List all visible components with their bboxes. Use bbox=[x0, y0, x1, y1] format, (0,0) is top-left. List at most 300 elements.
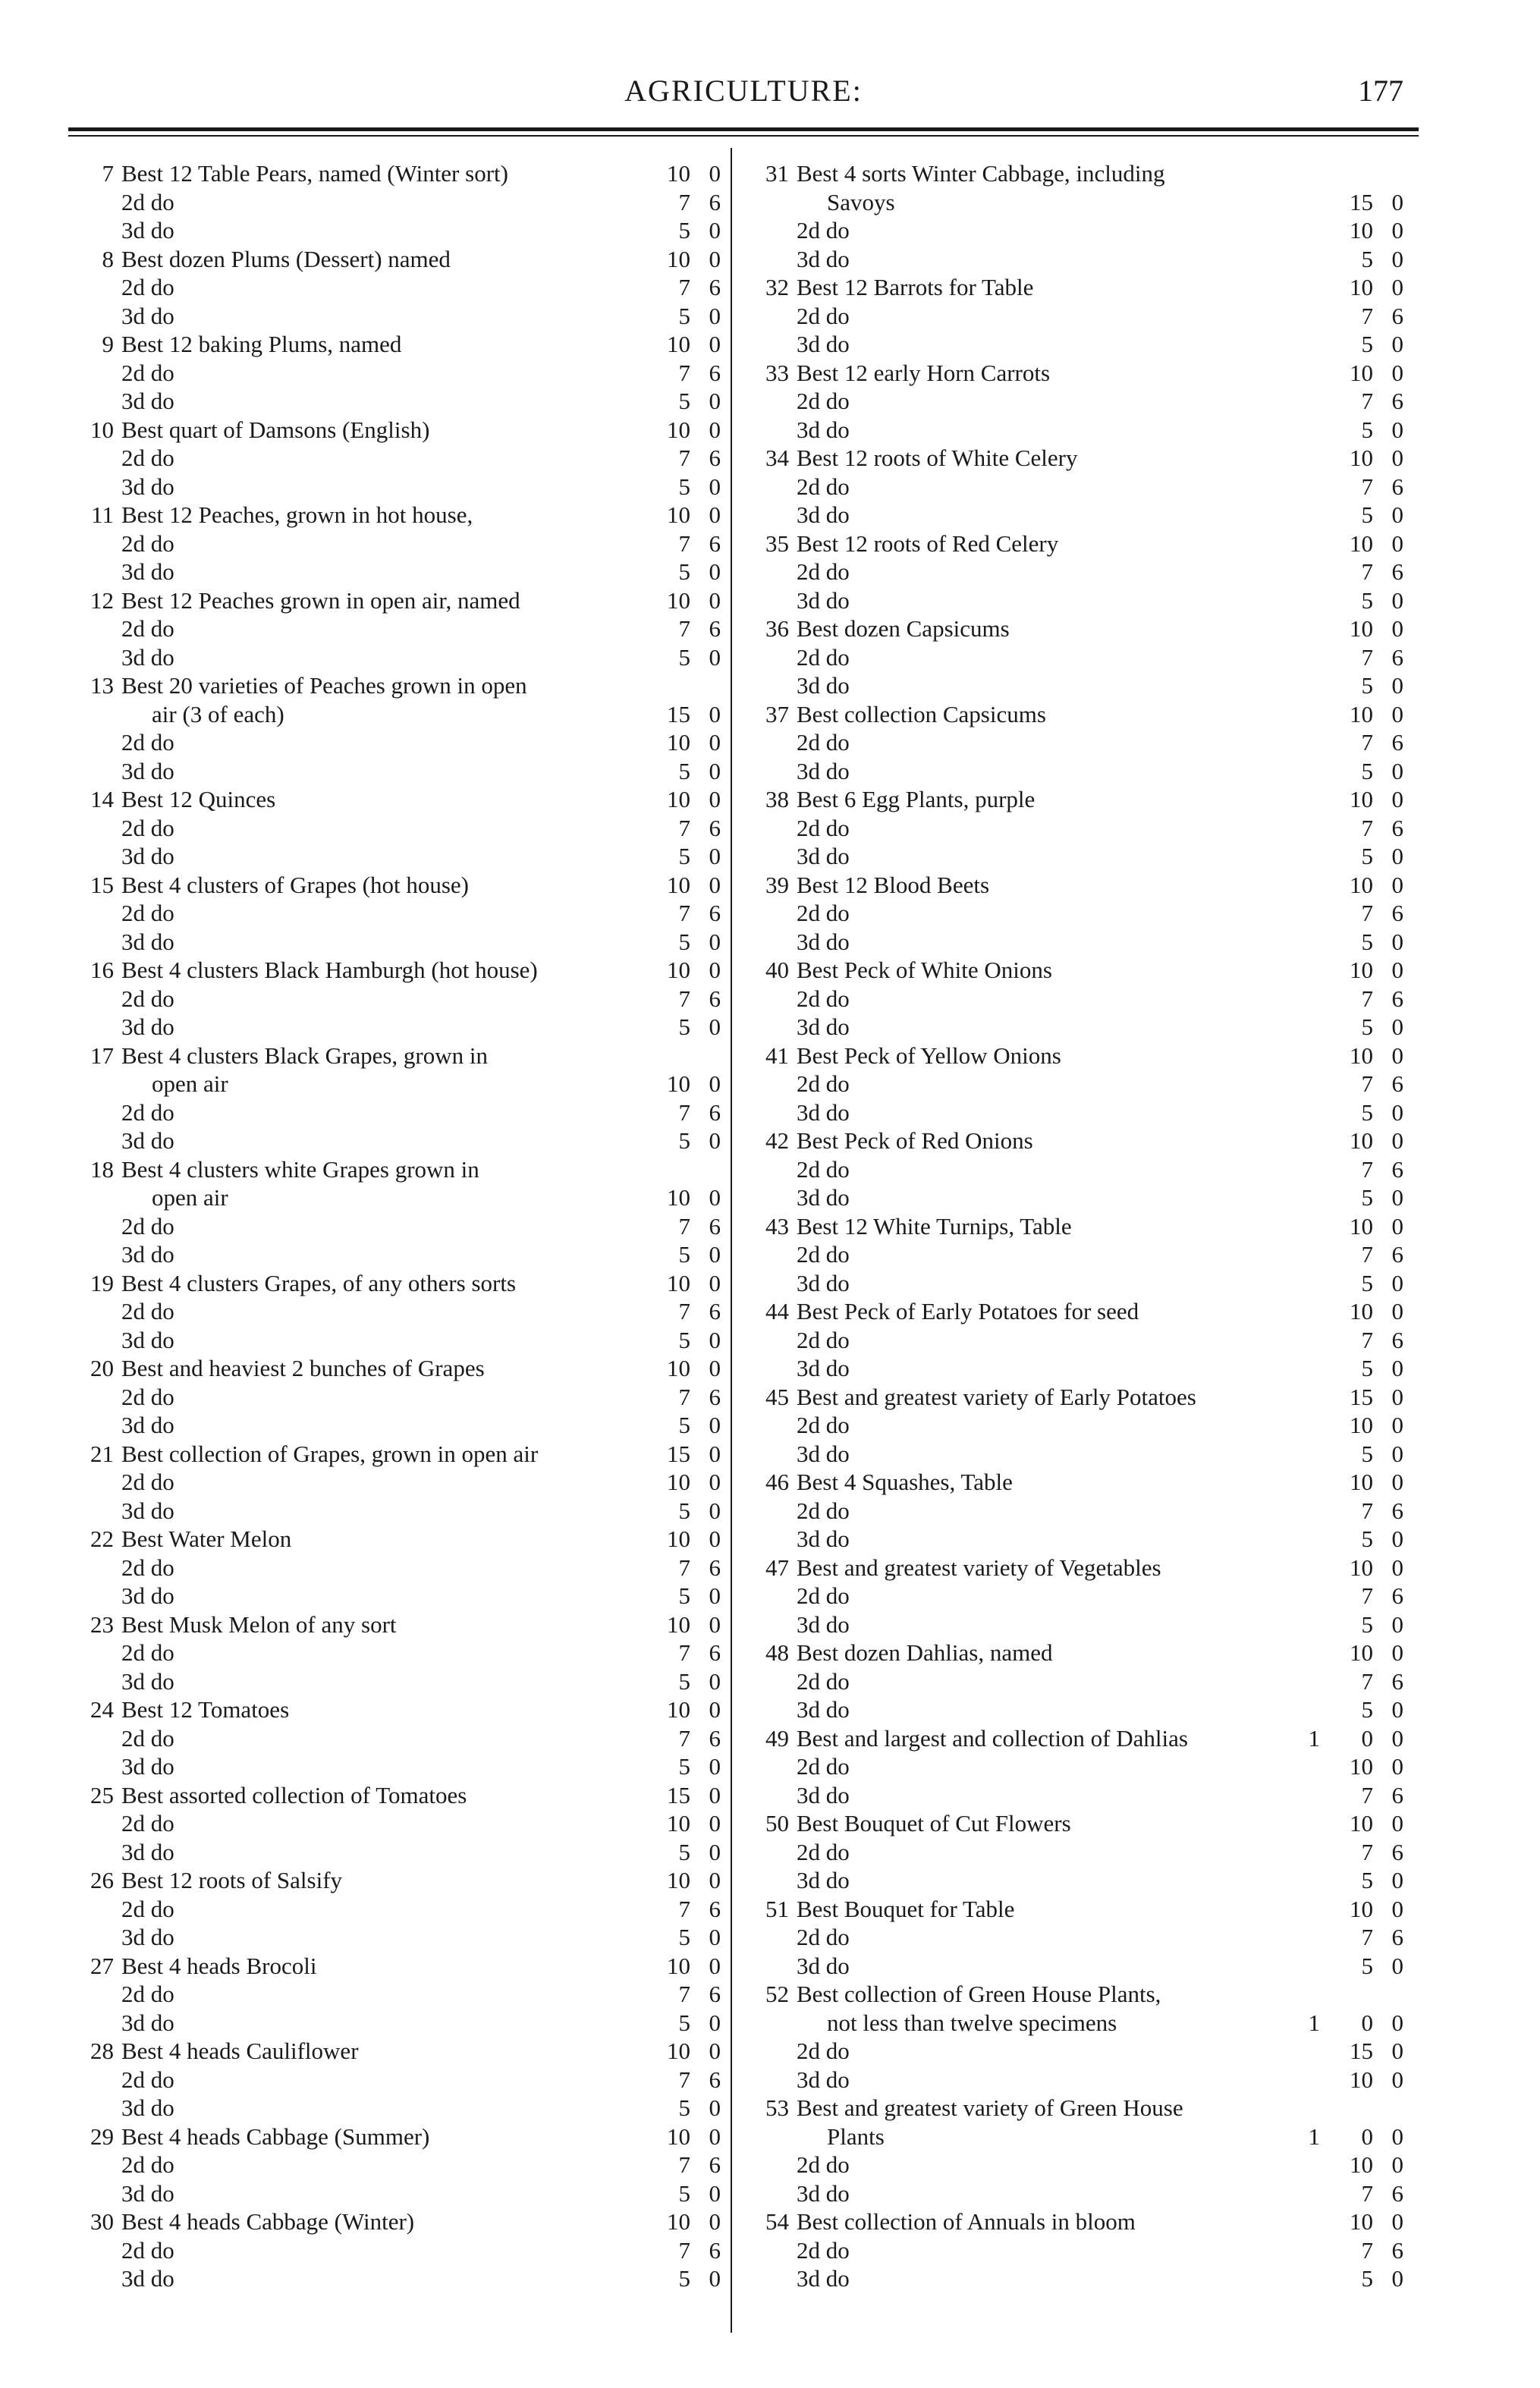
prize-pence: 0 bbox=[1391, 359, 1403, 386]
prize-row bbox=[743, 700, 1407, 729]
item-number: 27 bbox=[90, 1952, 114, 1979]
item-description: Best 4 heads Cauliflower bbox=[121, 2038, 359, 2064]
prize-row bbox=[743, 2151, 1407, 2179]
item-continuation: air (3 of each) bbox=[152, 700, 284, 727]
prize-pence: 6 bbox=[1391, 1838, 1403, 1865]
prize-pence: 0 bbox=[1391, 1525, 1403, 1552]
prize-row bbox=[68, 1212, 728, 1241]
prize-shillings: 7 bbox=[1361, 729, 1373, 756]
prize-shillings: 7 bbox=[678, 1098, 690, 1126]
item-number: 40 bbox=[765, 957, 789, 983]
item-number: 14 bbox=[90, 786, 114, 812]
prize-shillings: 5 bbox=[678, 2265, 690, 2292]
prize-shillings: 7 bbox=[1361, 643, 1373, 671]
prize-row bbox=[68, 1781, 728, 1810]
prize-shillings: 10 bbox=[667, 871, 690, 898]
item-number: 17 bbox=[90, 1042, 114, 1069]
prize-pence: 6 bbox=[709, 2151, 721, 2178]
prize-pence: 0 bbox=[1391, 1098, 1403, 1126]
prize-pence: 6 bbox=[709, 1554, 721, 1581]
prize-row bbox=[743, 1240, 1407, 1269]
item-number: 44 bbox=[765, 1298, 789, 1324]
prize-shillings: 7 bbox=[678, 188, 690, 215]
sub-prize-label: 3d do bbox=[797, 1355, 850, 1381]
prize-row bbox=[743, 444, 1407, 473]
prize-shillings: 10 bbox=[667, 160, 690, 187]
item-number: 31 bbox=[765, 160, 789, 187]
prize-pence: 6 bbox=[709, 814, 721, 841]
prize-row bbox=[68, 558, 728, 586]
prize-row bbox=[68, 529, 728, 558]
prize-shillings: 7 bbox=[1361, 1326, 1373, 1353]
prize-row bbox=[743, 2122, 1407, 2151]
prize-row bbox=[743, 1667, 1407, 1696]
page-number: 177 bbox=[1358, 74, 1403, 108]
item-continuation: not less than twelve specimens bbox=[827, 2009, 1117, 2036]
item-continuation: Plants bbox=[827, 2122, 885, 2150]
prize-pence: 0 bbox=[1391, 1469, 1403, 1495]
prize-shillings: 10 bbox=[1350, 700, 1373, 727]
prize-row bbox=[68, 2009, 728, 2038]
prize-row bbox=[68, 1809, 728, 1838]
item-description: Best 12 Peaches grown in open air, named bbox=[121, 586, 520, 614]
sub-prize-label: 3d do bbox=[797, 586, 850, 614]
prize-row bbox=[68, 2207, 728, 2236]
sub-prize-label: 3d do bbox=[797, 928, 850, 955]
sub-prize-label: 2d do bbox=[797, 814, 850, 841]
prize-row bbox=[68, 1923, 728, 1952]
prize-shillings: 5 bbox=[678, 2094, 690, 2121]
prize-pence: 0 bbox=[1391, 1127, 1403, 1154]
prize-pence: 0 bbox=[1391, 928, 1403, 955]
prize-pence: 6 bbox=[709, 359, 721, 386]
item-description: Best Peck of Early Potatoes for seed bbox=[797, 1298, 1139, 1324]
prize-row bbox=[743, 1440, 1407, 1469]
prize-pence: 0 bbox=[709, 2179, 721, 2207]
prize-row bbox=[743, 359, 1407, 388]
prize-pence: 0 bbox=[709, 302, 721, 329]
prize-row bbox=[743, 1781, 1407, 1810]
prize-pence: 0 bbox=[1391, 1013, 1403, 1040]
prize-shillings: 0 bbox=[1361, 2122, 1373, 2150]
item-number: 45 bbox=[765, 1383, 789, 1410]
prize-row bbox=[743, 2236, 1407, 2265]
sub-prize-label: 2d do bbox=[797, 1155, 850, 1183]
sub-prize-label: 3d do bbox=[797, 416, 850, 443]
prize-shillings: 10 bbox=[1350, 217, 1373, 244]
prize-pence: 0 bbox=[1391, 871, 1403, 898]
prize-shillings: 7 bbox=[1361, 985, 1373, 1012]
item-description: Best 6 Egg Plants, purple bbox=[797, 786, 1036, 812]
item-number: 10 bbox=[90, 416, 114, 443]
prize-row bbox=[68, 1440, 728, 1469]
prize-pence: 0 bbox=[709, 1497, 721, 1524]
prize-shillings: 10 bbox=[1350, 1298, 1373, 1324]
prize-pence: 0 bbox=[709, 2038, 721, 2064]
prize-row bbox=[68, 1866, 728, 1895]
prize-row bbox=[68, 985, 728, 1013]
prize-row bbox=[68, 1952, 728, 1981]
prize-row bbox=[68, 359, 728, 388]
sub-prize-label: 3d do bbox=[121, 1013, 174, 1040]
prize-pence: 0 bbox=[709, 2009, 721, 2036]
prize-pence: 0 bbox=[709, 245, 721, 272]
item-number: 51 bbox=[765, 1895, 789, 1922]
prize-row bbox=[743, 1098, 1407, 1127]
prize-row bbox=[68, 1297, 728, 1326]
prize-row bbox=[68, 814, 728, 843]
prize-shillings: 7 bbox=[678, 1212, 690, 1240]
prize-pence: 6 bbox=[1391, 1326, 1403, 1353]
prize-row bbox=[68, 1695, 728, 1724]
prize-shillings: 7 bbox=[678, 985, 690, 1012]
prize-shillings: 7 bbox=[1361, 1667, 1373, 1695]
prize-pence: 6 bbox=[1391, 558, 1403, 585]
sub-prize-label: 2d do bbox=[121, 274, 174, 300]
prize-row bbox=[743, 842, 1407, 871]
prize-row bbox=[68, 1070, 728, 1098]
prize-row bbox=[743, 1838, 1407, 1867]
prize-pence: 0 bbox=[709, 1326, 721, 1353]
prize-row bbox=[68, 1269, 728, 1298]
sub-prize-label: 3d do bbox=[797, 1525, 850, 1552]
item-description: Best 4 clusters Grapes, of any others sorts bbox=[121, 1269, 517, 1296]
prize-row bbox=[68, 586, 728, 615]
sub-prize-label: 2d do bbox=[797, 1070, 850, 1097]
item-description: Best and greatest variety of Vegetables bbox=[797, 1554, 1161, 1581]
prize-row bbox=[68, 1155, 728, 1184]
prize-row bbox=[68, 2037, 728, 2066]
prize-pence: 6 bbox=[709, 2066, 721, 2093]
prize-pence: 0 bbox=[1391, 1042, 1403, 1069]
item-description: Best collection of Annuals in bloom bbox=[797, 2208, 1136, 2235]
prize-row bbox=[68, 2122, 728, 2151]
item-number: 39 bbox=[765, 871, 789, 898]
prize-row bbox=[68, 501, 728, 529]
prize-shillings: 10 bbox=[667, 1610, 690, 1638]
prize-row bbox=[68, 302, 728, 331]
prize-pence: 0 bbox=[709, 1013, 721, 1040]
prize-pence: 0 bbox=[1391, 1212, 1403, 1240]
prize-shillings: 10 bbox=[667, 1696, 690, 1723]
prize-shillings: 5 bbox=[1361, 1440, 1373, 1467]
prize-pence: 0 bbox=[1391, 1867, 1403, 1893]
item-continuation: open air bbox=[152, 1184, 228, 1211]
prize-pence: 0 bbox=[1391, 700, 1403, 727]
item-description: Best 4 clusters of Grapes (hot house) bbox=[121, 871, 470, 898]
prize-row bbox=[743, 614, 1407, 643]
prize-shillings: 10 bbox=[1350, 1127, 1373, 1154]
prize-row bbox=[68, 1042, 728, 1070]
prize-pence: 6 bbox=[709, 1298, 721, 1324]
prize-shillings: 10 bbox=[667, 2038, 690, 2064]
prize-pence: 0 bbox=[1391, 2265, 1403, 2292]
sub-prize-label: 3d do bbox=[121, 558, 174, 585]
prize-row bbox=[68, 188, 728, 217]
header-rule-thin bbox=[68, 135, 1419, 137]
prize-pence: 0 bbox=[709, 1469, 721, 1495]
sub-prize-label: 2d do bbox=[797, 2236, 850, 2264]
prize-shillings: 10 bbox=[1350, 1412, 1373, 1438]
prize-row bbox=[68, 1240, 728, 1269]
right-prize-column bbox=[743, 159, 1407, 2293]
prize-pence: 0 bbox=[709, 1269, 721, 1296]
sub-prize-label: 2d do bbox=[121, 814, 174, 841]
sub-prize-label: 2d do bbox=[121, 188, 174, 215]
sub-prize-label: 3d do bbox=[797, 1952, 850, 1979]
item-number: 24 bbox=[90, 1696, 114, 1723]
item-number: 32 bbox=[765, 274, 789, 300]
prize-pence: 6 bbox=[709, 1724, 721, 1752]
prize-pounds: 1 bbox=[1308, 1724, 1320, 1752]
prize-shillings: 15 bbox=[667, 700, 690, 727]
sub-prize-label: 2d do bbox=[121, 1469, 174, 1495]
item-description: Best collection of Green House Plants, bbox=[797, 1981, 1161, 2007]
prize-row bbox=[68, 159, 728, 188]
prize-pence: 6 bbox=[1391, 2179, 1403, 2207]
prize-row bbox=[68, 956, 728, 985]
prize-row bbox=[743, 1155, 1407, 1184]
prize-row bbox=[68, 785, 728, 814]
item-number: 7 bbox=[102, 160, 114, 187]
prize-row bbox=[68, 700, 728, 729]
sub-prize-label: 3d do bbox=[121, 757, 174, 784]
item-description: Best and greatest variety of Early Potatoes bbox=[797, 1383, 1196, 1410]
page-header bbox=[68, 73, 1419, 118]
item-number: 25 bbox=[90, 1781, 114, 1808]
prize-shillings: 5 bbox=[678, 1582, 690, 1609]
item-description: Best 12 roots of Salsify bbox=[121, 1867, 343, 1893]
prize-row bbox=[743, 928, 1407, 957]
prize-row bbox=[68, 1582, 728, 1610]
prize-shillings: 7 bbox=[1361, 558, 1373, 585]
prize-row bbox=[743, 1013, 1407, 1042]
item-description: Best 12 baking Plums, named bbox=[121, 331, 402, 357]
prize-shillings: 10 bbox=[1350, 1554, 1373, 1581]
item-description: Best and heaviest 2 bunches of Grapes bbox=[121, 1355, 485, 1381]
prize-pence: 0 bbox=[1391, 2066, 1403, 2093]
prize-shillings: 5 bbox=[678, 1013, 690, 1040]
sub-prize-label: 2d do bbox=[121, 2066, 174, 2093]
item-description: Best collection of Grapes, grown in open air bbox=[121, 1440, 539, 1467]
item-number: 35 bbox=[765, 529, 789, 557]
prize-shillings: 15 bbox=[1350, 2038, 1373, 2064]
prize-shillings: 5 bbox=[678, 2009, 690, 2036]
prize-pence: 0 bbox=[709, 2265, 721, 2292]
sub-prize-label: 2d do bbox=[797, 2038, 850, 2064]
item-description: Best 4 clusters Black Hamburgh (hot house) bbox=[121, 957, 538, 983]
prize-row bbox=[743, 643, 1407, 672]
prize-shillings: 0 bbox=[1361, 2009, 1373, 2036]
item-description: Best dozen Plums (Dessert) named bbox=[121, 245, 451, 272]
prize-row bbox=[743, 814, 1407, 843]
sub-prize-label: 2d do bbox=[121, 445, 174, 471]
prize-pence: 0 bbox=[1391, 1184, 1403, 1211]
item-description: Best 12 Quinces bbox=[121, 786, 276, 812]
prize-row bbox=[68, 2094, 728, 2122]
prize-pence: 6 bbox=[709, 1639, 721, 1666]
prize-row bbox=[68, 1383, 728, 1412]
prize-pence: 0 bbox=[709, 2094, 721, 2121]
prize-pence: 0 bbox=[709, 1525, 721, 1552]
prize-row bbox=[743, 586, 1407, 615]
prize-shillings: 10 bbox=[667, 416, 690, 443]
prize-row bbox=[743, 216, 1407, 245]
prize-shillings: 10 bbox=[667, 729, 690, 756]
prize-pence: 0 bbox=[1391, 957, 1403, 983]
sub-prize-label: 3d do bbox=[121, 388, 174, 414]
prize-pence: 0 bbox=[1391, 188, 1403, 215]
prize-row bbox=[743, 273, 1407, 302]
prize-row bbox=[68, 216, 728, 245]
prize-shillings: 10 bbox=[667, 1867, 690, 1893]
prize-shillings: 7 bbox=[1361, 2236, 1373, 2264]
prize-shillings: 15 bbox=[667, 1781, 690, 1808]
prize-shillings: 10 bbox=[667, 586, 690, 614]
prize-pence: 0 bbox=[1391, 1610, 1403, 1638]
prize-shillings: 7 bbox=[678, 529, 690, 557]
sub-prize-label: 2d do bbox=[121, 1981, 174, 2007]
prize-pence: 0 bbox=[1391, 1895, 1403, 1922]
item-number: 22 bbox=[90, 1525, 114, 1552]
sub-prize-label: 2d do bbox=[121, 1895, 174, 1922]
sub-prize-label: 3d do bbox=[121, 1412, 174, 1438]
prize-row bbox=[68, 330, 728, 359]
item-number: 33 bbox=[765, 359, 789, 386]
prize-pence: 0 bbox=[709, 217, 721, 244]
prize-shillings: 5 bbox=[1361, 843, 1373, 869]
item-number: 30 bbox=[90, 2208, 114, 2235]
sub-prize-label: 2d do bbox=[797, 1838, 850, 1865]
prize-row bbox=[68, 2264, 728, 2293]
prize-pence: 0 bbox=[1391, 245, 1403, 272]
prize-shillings: 5 bbox=[1361, 501, 1373, 528]
prize-row bbox=[743, 2264, 1407, 2293]
prize-pence: 0 bbox=[709, 1952, 721, 1979]
prize-pence: 6 bbox=[1391, 985, 1403, 1012]
prize-row bbox=[743, 245, 1407, 274]
prize-pence: 6 bbox=[1391, 1497, 1403, 1524]
prize-row bbox=[743, 728, 1407, 757]
prize-shillings: 7 bbox=[678, 615, 690, 642]
sub-prize-label: 2d do bbox=[797, 2151, 850, 2178]
prize-shillings: 10 bbox=[1350, 1469, 1373, 1495]
prize-pence: 0 bbox=[709, 388, 721, 414]
prize-row bbox=[68, 1354, 728, 1383]
prize-pence: 0 bbox=[1391, 1383, 1403, 1410]
prize-pence: 0 bbox=[709, 586, 721, 614]
prize-pence: 0 bbox=[1391, 1696, 1403, 1723]
item-number: 11 bbox=[91, 501, 114, 528]
prize-row bbox=[743, 1952, 1407, 1981]
prize-row bbox=[743, 501, 1407, 529]
prize-shillings: 5 bbox=[678, 302, 690, 329]
prize-row bbox=[68, 1752, 728, 1781]
item-description: Best 12 early Horn Carrots bbox=[797, 359, 1051, 386]
sub-prize-label: 2d do bbox=[797, 900, 850, 926]
sub-prize-label: 2d do bbox=[797, 1326, 850, 1353]
prize-row bbox=[68, 245, 728, 274]
prize-shillings: 7 bbox=[678, 359, 690, 386]
prize-shillings: 5 bbox=[678, 217, 690, 244]
prize-row bbox=[68, 1980, 728, 2009]
prize-row bbox=[743, 387, 1407, 416]
prize-shillings: 7 bbox=[678, 900, 690, 926]
prize-pence: 0 bbox=[709, 1184, 721, 1211]
item-number: 20 bbox=[90, 1355, 114, 1381]
item-number: 19 bbox=[90, 1269, 114, 1296]
prize-row bbox=[743, 1212, 1407, 1241]
prize-pence: 0 bbox=[709, 1810, 721, 1837]
item-description: Best 4 heads Brocoli bbox=[121, 1952, 317, 1979]
sub-prize-label: 2d do bbox=[797, 558, 850, 585]
sub-prize-label: 2d do bbox=[797, 1924, 850, 1950]
prize-shillings: 15 bbox=[667, 1440, 690, 1467]
prize-shillings: 10 bbox=[1350, 1639, 1373, 1666]
prize-row bbox=[743, 2207, 1407, 2236]
prize-pence: 0 bbox=[1391, 1639, 1403, 1666]
sub-prize-label: 3d do bbox=[121, 1127, 174, 1154]
prize-shillings: 10 bbox=[667, 245, 690, 272]
prize-shillings: 7 bbox=[678, 274, 690, 300]
item-number: 29 bbox=[90, 2122, 114, 2150]
prize-pence: 0 bbox=[1391, 1298, 1403, 1324]
prize-shillings: 7 bbox=[678, 814, 690, 841]
prize-row bbox=[743, 1183, 1407, 1212]
item-number: 34 bbox=[765, 445, 789, 471]
prize-pence: 0 bbox=[1391, 2208, 1403, 2235]
prize-shillings: 10 bbox=[667, 1469, 690, 1495]
prize-row bbox=[743, 1126, 1407, 1155]
prize-row bbox=[743, 1468, 1407, 1497]
sub-prize-label: 2d do bbox=[797, 643, 850, 671]
prize-pence: 6 bbox=[1391, 302, 1403, 329]
item-number: 46 bbox=[765, 1469, 789, 1495]
prize-pence: 6 bbox=[709, 615, 721, 642]
prize-shillings: 7 bbox=[1361, 1924, 1373, 1950]
prize-row bbox=[68, 899, 728, 928]
prize-row bbox=[743, 1411, 1407, 1440]
sub-prize-label: 2d do bbox=[797, 1667, 850, 1695]
item-description: Best 12 Tomatoes bbox=[121, 1696, 290, 1723]
prize-pence: 0 bbox=[709, 1412, 721, 1438]
prize-pence: 0 bbox=[709, 1838, 721, 1865]
prize-shillings: 5 bbox=[678, 558, 690, 585]
prize-shillings: 7 bbox=[1361, 1155, 1373, 1183]
prize-pence: 0 bbox=[709, 729, 721, 756]
prize-shillings: 5 bbox=[678, 1127, 690, 1154]
prize-shillings: 7 bbox=[1361, 1070, 1373, 1097]
prize-pence: 6 bbox=[709, 1383, 721, 1410]
sub-prize-label: 3d do bbox=[121, 643, 174, 671]
prize-shillings: 5 bbox=[678, 1497, 690, 1524]
item-description: Best dozen Dahlias, named bbox=[797, 1639, 1053, 1666]
item-number: 43 bbox=[765, 1212, 789, 1240]
item-description: Best 12 White Turnips, Table bbox=[797, 1212, 1072, 1240]
item-number: 49 bbox=[765, 1724, 789, 1752]
prize-shillings: 5 bbox=[678, 928, 690, 955]
sub-prize-label: 2d do bbox=[121, 359, 174, 386]
prize-row bbox=[743, 1809, 1407, 1838]
prize-shillings: 5 bbox=[678, 388, 690, 414]
prize-row bbox=[743, 871, 1407, 900]
prize-shillings: 5 bbox=[1361, 1867, 1373, 1893]
sub-prize-label: 2d do bbox=[797, 473, 850, 500]
prize-shillings: 10 bbox=[1350, 2151, 1373, 2178]
prize-pence: 0 bbox=[1391, 757, 1403, 784]
prize-shillings: 10 bbox=[667, 2208, 690, 2235]
sub-prize-label: 2d do bbox=[121, 1212, 174, 1240]
